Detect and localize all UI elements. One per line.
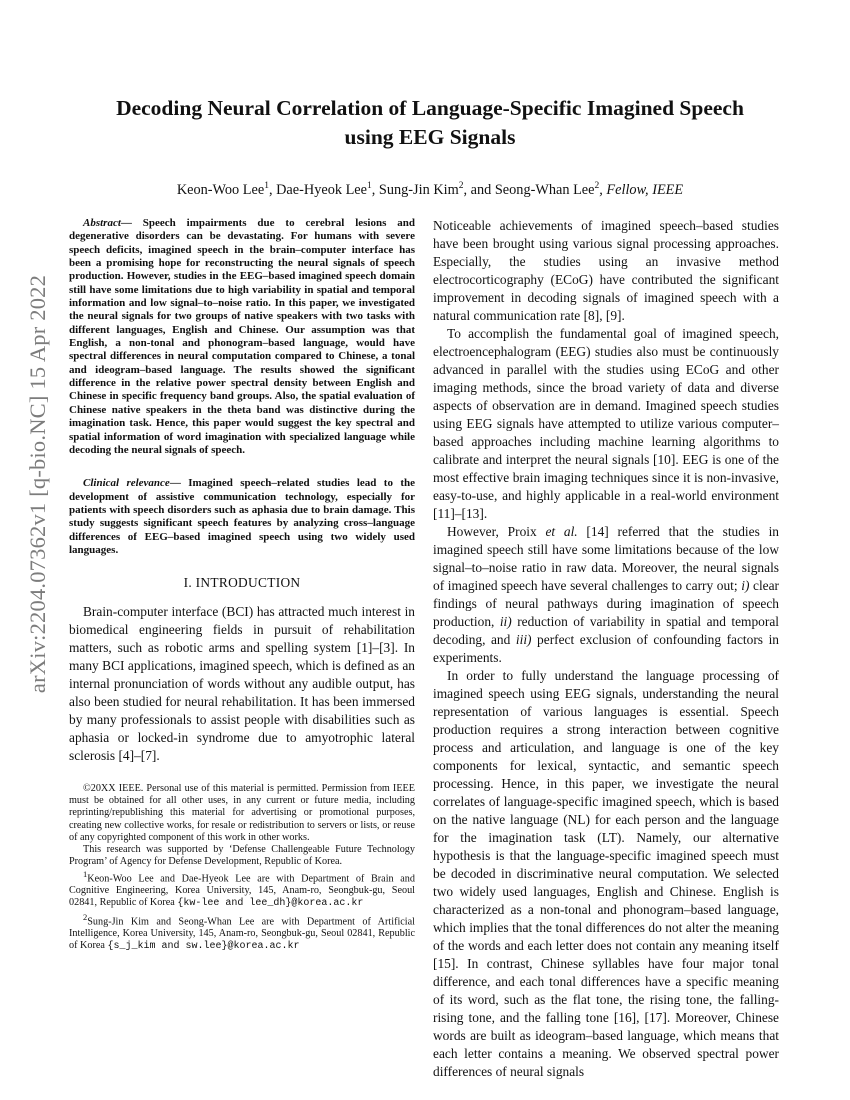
title-line-2: using EEG Signals <box>344 125 516 149</box>
author-name: , Dae-Hyeok Lee <box>268 181 367 198</box>
email-address: {s_j_kim and sw.lee}@korea.ac.kr <box>107 941 300 953</box>
left-column <box>69 217 415 953</box>
affiliation-mark: 1 <box>367 181 372 191</box>
author-name: Keon-Woo Lee <box>176 181 265 198</box>
arxiv-stamp <box>18 274 58 694</box>
body-paragraph: Noticeable achievements of imagined speech–based studies have been brought using various signal processing approaches. Especially, the studies using an invasive method electrocorticography (ECoG) have contributed the significant improvement in decoding signals of imagined speech with a natural communication rate [8], [9]. <box>433 218 779 323</box>
section-heading-introduction: I. INTRODUCTION <box>183 575 301 591</box>
abstract-label: Abstract <box>83 217 121 229</box>
body-paragraph: However, Proix et al. [14] referred that the studies in imagined speech still have some limitations because of the low signal–to–noise ratio in raw data. Moreover, the neural signals of imagined speech have several challenges to carry out; i) clear findings of neural pathways during imagination of speech production, ii) reduction of variability in spatial and temporal decoding, and iii) perfect exclusion of confounding factors in experiments. <box>433 524 780 665</box>
body-paragraph: In order to fully understand the language processing of imagined speech using EEG signals, understanding the neural representation of various languages is essential. Speech production requires a strong interaction between cognitive process and articulation, and language is one of the key components for lexical, syntactic, and semantic speech processing. Hence, in this paper, we investigate the neural correlates of language-specific imagined speech, which is based on the native language (NL) for each person and the language for the imagination task (LT). Namely, our alternative hypothesis is that the language-specific imagined speech must be decoded in discriminative neural computation. We selected two widely used languages, English and Chinese. English is characterized as a non-tonal and phonogram–based language, which implies that the tonal differences do not alter the meaning of the words and each letter does not contain any meaning itself [15]. In contrast, Chinese syllables have four major tonal difference, and each tonal differences have a specific meaning of its word, such as the flat tone, the rising tone, the falling-rising tone, and the falling tone [16], [17]. Moreover, Chinese words are built as ideogram–based language, which means that each letter contains a meaning. We observed spectral power differences of neural signals <box>433 668 779 1079</box>
clinical-relevance-label: Clinical relevance <box>83 477 170 490</box>
funding-footnote: This research was supported by ‘Defense Challengeable Future Technology Program’ of Agency for Defense Development, Republic of Korea. <box>69 843 415 867</box>
arxiv-stamp-text: arXiv:2204.07362v1 [q-bio.NC] 15 Apr 2022 <box>25 274 51 694</box>
title-line-1: Decoding Neural Correlation of Language-Specific Imagined Speech <box>116 96 744 120</box>
author-list <box>70 176 790 200</box>
abstract-text: — Speech impairments due to cerebral lesions and degenerative disorders can be devastating. For humans with severe speech deficits, imagined speech in the brain–computer interface has been a promising hope for reconstructing the neural signals of speech production. However, studies in the EEG–based imagined speech domain still have some limitations due to high variability in spatial and temporal information and low signal–to–noise ratio. In this paper, we investigated the neural signals for two groups of native speakers with two tasks with different languages, English and Chinese. Our assumption was that English, a non-tonal and phonogram–based language, would have spectral differences in neural computation compared to Chinese, a tonal and ideogram–based language. The results showed the significant difference in the relative power spectral density between English and Chinese in specific frequency band groups. Also, the spatial evaluation of Chinese native speakers in the theta band was distinctive during the imagination task. Hence, this paper would suggest the key spectral and spatial information of word imagination with specialized language while decoding the neural signals of speech. <box>69 217 415 456</box>
paper-title <box>70 94 790 152</box>
affiliation-footnote-2: $^2$Sung-Jin Kim and Seong-Whan Lee are with Department of Artificial Intelligence, Korea University, 145, Anam-ro, Seongbuk-gu, Seoul 02841, Republic of Korea {s_j_kim and sw.lee}@korea.ac.kr <box>69 911 415 953</box>
affiliation-mark: 1 <box>264 181 269 191</box>
affiliation-footnote-1: $^1$Keon-Woo Lee and Dae-Hyeok Lee are with Department of Brain and Cognitive Engineering, Korea University, 145, Anam-ro, Seongbuk-gu, Seoul 02841, Republic of Korea {kw-lee and lee_dh}@korea.ac.kr <box>69 868 415 910</box>
intro-paragraph-1: Brain-computer interface (BCI) has attracted much interest in biomedical engineering fields in pursuit of rehabilitation matters, such as robotic arms and spelling system [1]–[3]. In many BCI applications, imagined speech, which is defined as an internal pronunciation of words without any audible output, has also been studied for neural rehabilitation. It has been immersed by many professionals to assist people with disabilities such as aphasia or locked-in syndrome due to amyotrophic lateral sclerosis [4]–[7]. <box>69 604 415 764</box>
author-name: , Sung-Jin Kim <box>371 181 459 198</box>
body-paragraph: To accomplish the fundamental goal of imagined speech, electroencephalogram (EEG) studies also must be continuously advanced in parallel with the studies using ECoG and other imaging methods, since the broad variety of data and diverse aspects of observation are in demand. Imagined speech studies using EEG signals have attempted to utilize various computer–based approaches including machine learning algorithms to calibrate and interpret the neural signals [10]. EEG is one of the most effective brain imaging techniques since it is non-invasive, easy-to-use, and highly applicable in a real-world environment [11]–[13]. <box>433 326 779 521</box>
clinical-relevance-text: — Imagined speech–related studies lead to the development of assistive communication technology, especially for patients with speech disorders such as aphasia due to brain damage. This study suggests significant speech features by analyzing cross–language differences of EEG–based imagined speech using two widely used languages. <box>69 477 415 556</box>
fellow-title: , Fellow, IEEE <box>599 181 684 198</box>
affiliation-mark: 2 <box>458 181 464 191</box>
right-column <box>433 217 779 1081</box>
affiliation-mark: 2 <box>594 181 600 191</box>
copyright-footnote: ©20XX IEEE. Personal use of this material is permitted. Permission from IEEE must be obtained for all other uses, in any current or future media, including reprinting/republishing this material for advertising or promotional purposes, creating new collective works, for resale or redistribution to servers or lists, or reuse of any copyrighted component of this work in other works. <box>69 783 415 843</box>
clinical-relevance <box>69 477 415 557</box>
email-address: {kw-lee and lee_dh}@korea.ac.kr <box>177 898 364 910</box>
abstract <box>69 217 415 457</box>
author-name: , and Seong-Whan Lee <box>463 181 595 198</box>
